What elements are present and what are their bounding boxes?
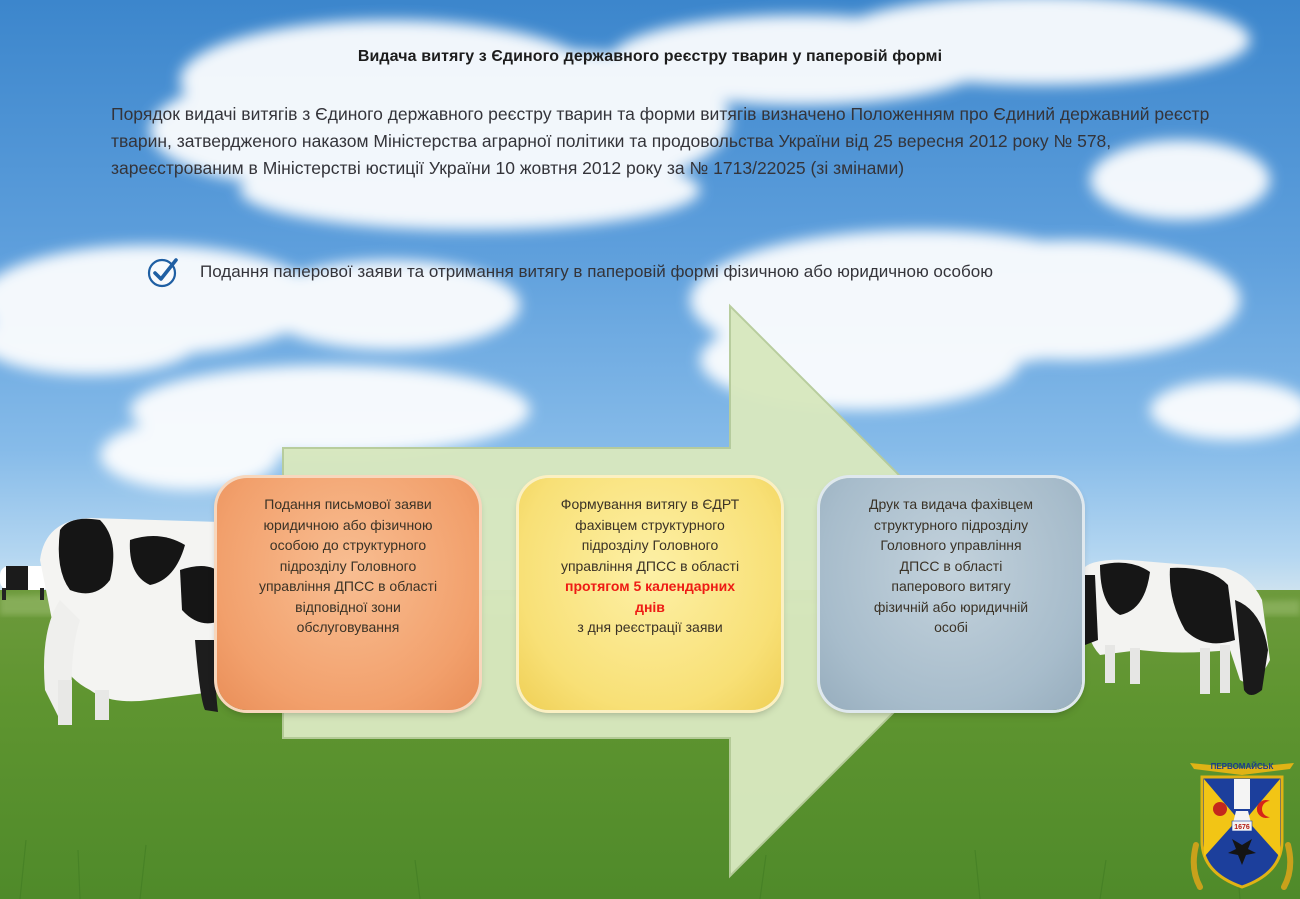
- step-1-line: Подання письмової заяви: [264, 496, 432, 512]
- slide-title: Видача витягу з Єдиного державного реєстру тварин у паперовій формі: [357, 48, 943, 65]
- step-1-line: підрозділу Головного: [279, 557, 417, 574]
- step-3-line: структурного підрозділу: [873, 516, 1029, 533]
- step-3-line: Друк та видача фахівцем: [868, 496, 1034, 512]
- step-2-line: з дня реєстрації заяви: [577, 619, 723, 635]
- step-3-box: [820, 478, 1082, 710]
- check-list-item: [146, 254, 1266, 290]
- step-3-line: Головного управління: [880, 537, 1022, 553]
- step-3-line: фізичній або юридичній: [873, 598, 1029, 615]
- step-1-line: обслуговування: [296, 619, 400, 635]
- checkmark-circle-icon: [146, 255, 180, 289]
- step-2-box: [519, 478, 781, 710]
- step-3-line: паперового витягу: [891, 578, 1011, 594]
- check-item-text: Подання паперової заяви та отримання витягу в паперовій формі фізичною або юридичною особою: [200, 262, 993, 281]
- step-2-line: управління ДПСС в області: [560, 557, 740, 574]
- intro-paragraph: Порядок видачі витягів з Єдиного державного реєстру тварин та форми витягів визначено Положенням про Єдиний державний реєстр тварин, затвердженого наказом Міністерства аграрної політики та продовольства України від 25 вересня 2012 року № 578, зареєстрованим в Міністерстві юстиції України 10 жовтня 2012 року за № 1713/22025 (зі змінами): [111, 104, 1210, 178]
- emblem-year: 1676: [1234, 824, 1250, 831]
- step-2-deadline: протягом 5 календарних: [565, 578, 735, 594]
- step-2-line: підрозділу Головного: [581, 537, 719, 553]
- city-coat-of-arms-icon: [1186, 749, 1298, 897]
- step-1-line: особою до структурного: [269, 537, 427, 553]
- step-1-line: юридичною або фізичною: [263, 516, 433, 533]
- step-3-line: особі: [934, 619, 968, 635]
- step-2-line: фахівцем структурного: [575, 516, 725, 533]
- emblem-ribbon-text: ПЕРВОМАЙСЬК: [1210, 762, 1274, 771]
- step-1-line: відповідної зони: [295, 598, 401, 615]
- step-2-deadline: днів: [635, 598, 665, 615]
- step-1-line: управління ДПСС в області: [258, 578, 438, 594]
- step-1-box: [217, 478, 479, 710]
- step-2-line: Формування витягу в ЄДРТ: [560, 496, 740, 512]
- step-3-line: ДПСС в області: [899, 557, 1003, 574]
